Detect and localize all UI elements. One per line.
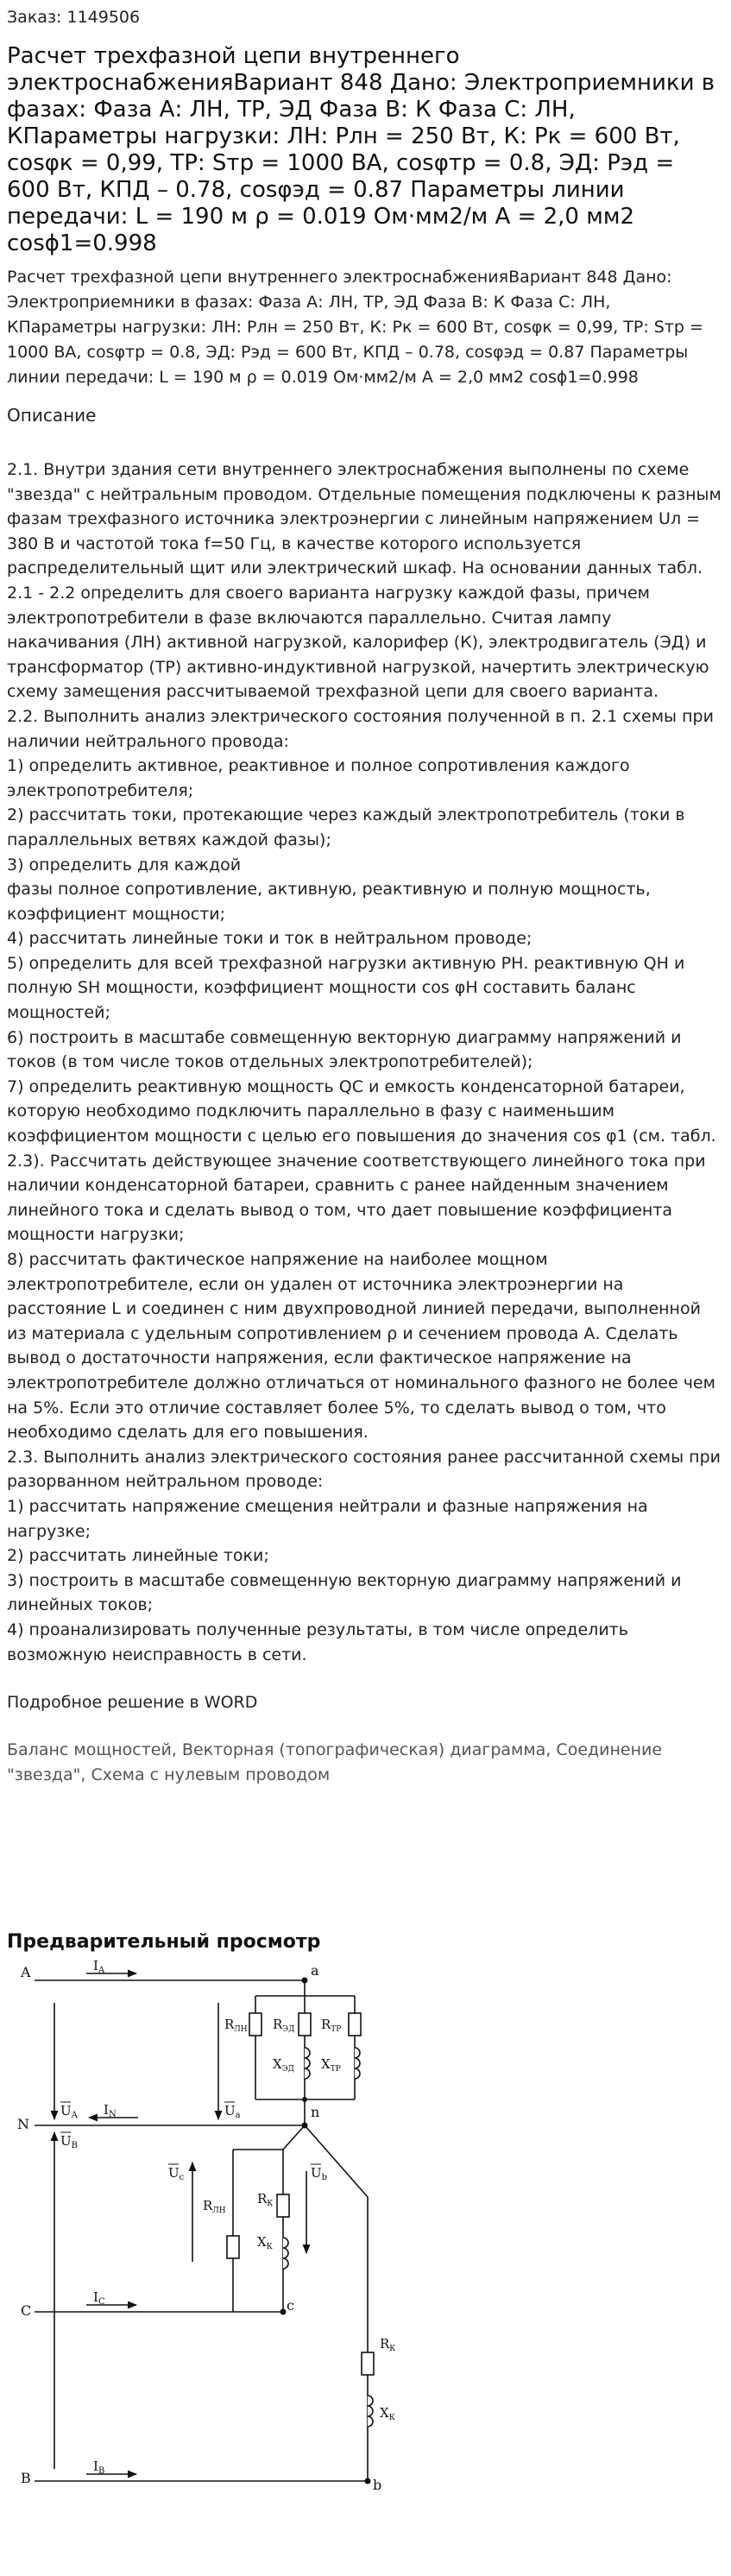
label-node-B: B [21, 2470, 31, 2487]
tag-separator: , [545, 1740, 557, 1760]
label-red: $R_{ЭД}$ [273, 2017, 295, 2035]
label-node-a: a [311, 1962, 319, 1979]
label-rln-c: $R_{ЛН}$ [203, 2198, 226, 2216]
desc-paragraph: 1) определить активное, реактивное и полное сопротивления каждого электропотребителя; [7, 756, 630, 800]
inductor-xed-icon [305, 2048, 310, 2079]
desc-paragraph: 3) определить для каждой [7, 855, 242, 874]
page-subtitle: Расчет трехфазной цепи внутреннего электроснабженияВариант 848 Дано: Электроприемники в фазах: Фаза А: ЛН, ТР, ЭД Фаза В: К Фаза С: ЛН, КПараметры нагрузки: ЛН: Pлн = 250 Вт, К: Pк = 600 Вт, cosφк = 0,99, ТР: Sтр = 1000 ВА, cosφтр = 0.8, ЭД: Pэд = 600 Вт, КПД – 0.78, cosφэд = 0.87 Параметры линии передачи: L = 190 м ρ = 0.019 Ом·мм2/м А = 2,0 мм2 cosϕ1=0.998 [7, 268, 703, 387]
tag-list [7, 1738, 724, 1788]
label-node-C: C [21, 2302, 32, 2320]
tag-link[interactable]: Соединение "звезда" [7, 1740, 663, 1785]
node-c-dot [280, 2309, 287, 2315]
label-xtr: $X_{ТР}$ [321, 2056, 341, 2074]
desc-paragraph: 2.1. Внутри здания сети внутреннего электроснабжения выполнены по схеме "звезда" с нейтральным проводом. Отдельные помещения подключены к разным фазам трехфазного источника электроэнергии с линейным напряжением Uл = 380 В и частотой тока f=50 Гц, в качестве которого используется распределительный щит или электрический шкаф. На основании данных табл. 2.1 - 2.2 определить для своего варианта нагрузку каждой фазы, причем электропотребители в фазе включаются параллельно. Считая лампу накачивания (ЛН) активной нагрузкой, калорифер (К), электродвигатель (ЭД) и трансформатор (ТР) активно-индуктивной нагрузкой, начертить электрическую схему замещения рассчитываемой трехфазной цепи для своего варианта. [7, 460, 722, 702]
label-node-A: A [21, 1964, 31, 1981]
label-voltage-uc: $U_c$ [168, 2165, 185, 2183]
junction-dot [302, 2097, 307, 2102]
label-xk-b: $X_К$ [380, 2405, 395, 2423]
tag-separator: , [80, 1765, 91, 1785]
label-rln-a: $R_{ЛН}$ [224, 2017, 248, 2035]
label-rk-c: $R_К$ [257, 2191, 274, 2209]
node-a-dot [302, 1978, 308, 1984]
tag-link[interactable]: Векторная (топографическая) диаграмма [181, 1740, 546, 1760]
wire-n-to-c [283, 2125, 305, 2150]
inductor-xk-c-icon [283, 2238, 288, 2269]
desc-paragraph: 8) рассчитать фактическое напряжение на наиболее мощном электропотребителе, если он удален от источника электроэнергии на расстояние L и соединен с ним двухпроводной линией передачи, выполненной из материала с удельным сопротивлением ρ и сечением провода А. Сделать вывод о достаточности напряжения, если фактическое напряжение на электропотребителе должно отличаться от номинального фазного не более чем на 5%. Если это отличие составляет более 5%, то сделать вывод о том, что необходимо сделать для его повышения. [7, 1250, 715, 1443]
tag-separator: , [171, 1740, 182, 1760]
label-rk-b: $R_К$ [380, 2336, 396, 2354]
page-title: Расчет трехфазной цепи внутреннего электроснабженияВариант 848 Дано: Электроприемники в фазах: Фаза А: ЛН, ТР, ЭД Фаза В: К Фаза С: ЛН, КПараметры нагрузки: ЛН: Pлн = 250 Вт, К: Pк = 600 Вт, cosφк = 0,99, ТР: Sтр = 1000 ВА, cosφтр = 0.8, ЭД: Pэд = 600 Вт, КПД – 0.78, cosφэд = 0.87 Параметры линии передачи: L = 190 м ρ = 0.019 Ом·мм2/м А = 2,0 мм2 cosϕ1=0.998 [7, 43, 715, 256]
description-label: Описание [7, 405, 97, 426]
label-node-n: n [311, 2104, 320, 2121]
resistor-rtr-icon [349, 2013, 361, 2036]
resistor-red-icon [299, 2013, 311, 2036]
label-voltage-ua-load: $U_a$ [224, 2103, 241, 2121]
word-note: Подробное решение в WORD [7, 1693, 258, 1713]
label-node-c: c [287, 2297, 294, 2314]
label-node-N: N [17, 2116, 29, 2133]
desc-paragraph: 3) построить в масштабе совмещенную векторную диаграмму напряжений и линейных токов; [7, 1570, 682, 1615]
tag-link[interactable]: Схема с нулевым проводом [91, 1765, 331, 1785]
label-rtr: $R_{ТР}$ [321, 2017, 342, 2035]
desc-paragraph: 5) определить для всей трехфазной нагрузки активную PН. реактивную QН и полную SН мощности, коэффициент мощности cos φН составить баланс мощностей; [7, 953, 685, 1023]
label-voltage-ub: $U_B$ [60, 2133, 79, 2151]
label-current-in: $I_N$ [104, 2102, 117, 2120]
resistor-rk-c-icon [277, 2194, 289, 2217]
desc-paragraph: 4) проанализировать полученные результаты, в том числе определить возможную неисправность в сети. [7, 1619, 628, 1664]
wire-n-to-b [305, 2125, 368, 2197]
label-xed: $X_{ЭД}$ [273, 2056, 294, 2074]
node-n-dot [302, 2123, 308, 2129]
node-b-dot [365, 2478, 371, 2484]
label-current-ic: $I_C$ [93, 2289, 105, 2308]
desc-paragraph: 7) определить реактивную мощность QС и емкость конденсаторной батареи, которую необходимо подключить параллельно в фазу с наименьшим коэффициентом мощности с целью его повышения до значения cos φ1 (см. табл. 2.3). Рассчитать действующее значение соответствующего линейного тока при наличии конденсаторной батареи, сравнить с ранее найденным значением линейного тока и сделать вывод о том, что дает повышение коэффициента мощности нагрузки; [7, 1076, 716, 1245]
preview-title: Предварительный просмотр [7, 1931, 321, 1954]
label-voltage-ua: $U_A$ [60, 2103, 78, 2121]
label-voltage-ub-load: $U_b$ [311, 2165, 328, 2183]
desc-paragraph: 4) рассчитать линейные токи и ток в нейтральном проводе; [7, 929, 532, 949]
desc-paragraph: фазы полное сопротивление, активную, реактивную и полную мощность, коэффициент мощности; [7, 880, 651, 924]
label-current-ib: $I_B$ [93, 2459, 105, 2477]
desc-paragraph: 2.2. Выполнить анализ электрического состояния полученной в п. 2.1 схемы при наличии нейтрального провода: [7, 706, 714, 751]
label-node-b: b [373, 2477, 382, 2494]
inductor-xtr-icon [355, 2048, 360, 2079]
resistor-rln-c-icon [227, 2236, 239, 2258]
desc-paragraph: 2.3. Выполнить анализ электрического состояния ранее рассчитанной схемы при разорванном нейтральном проводе: [7, 1447, 722, 1492]
resistor-rln-a-icon [249, 2013, 262, 2036]
circuit-schematic [7, 1960, 723, 2573]
inductor-xk-b-icon [368, 2396, 373, 2427]
label-xk-c: $X_К$ [257, 2234, 273, 2252]
description-body [7, 458, 724, 1667]
desc-paragraph: 1) рассчитать напряжение смещения нейтрали и фазные напряжения на нагрузке; [7, 1496, 648, 1541]
order-number: Заказ: 1149506 [7, 8, 141, 27]
desc-paragraph: 6) построить в масштабе совмещенную векторную диаграмму напряжений и токов (в том числе токов отдельных электропотребителей); [7, 1027, 682, 1072]
label-current-ia: $I_A$ [93, 1960, 105, 1976]
desc-paragraph: 2) рассчитать линейные токи; [7, 1546, 269, 1566]
desc-paragraph: 2) рассчитать токи, протекающие через каждый электропотребитель (токи в параллельных ветвях каждой фазы); [7, 805, 685, 849]
tag-link[interactable]: Баланс мощностей [7, 1740, 172, 1760]
